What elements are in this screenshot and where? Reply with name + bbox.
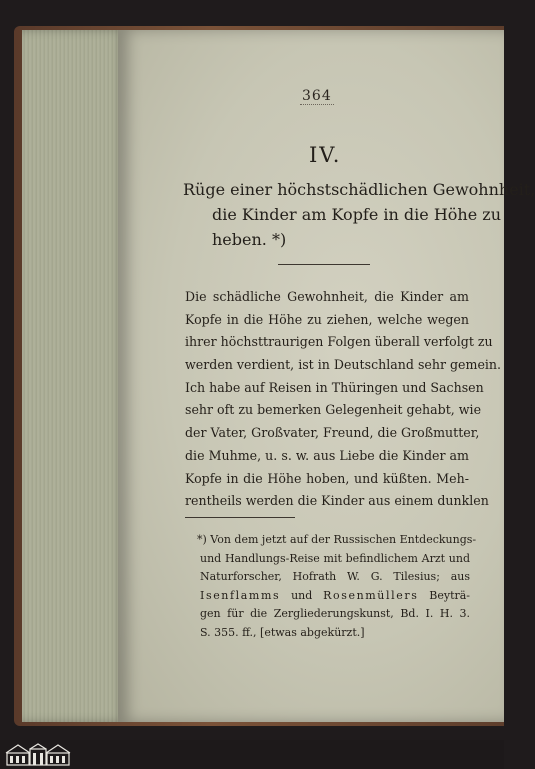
footnote-divider [185, 517, 295, 518]
body-line: ihrer höchsttraurigen Folgen überall verfolgt zu [185, 334, 493, 350]
footnote-word: Beyträ- [429, 588, 471, 602]
author-name-rosenmueller: Rosenmüllers [323, 588, 419, 602]
chapter-number: IV. [309, 143, 342, 167]
body-line: Ich habe auf Reisen in Thüringen und Sachsen [185, 379, 484, 395]
body-line: rentheils werden die Kinder aus einem dunklen [185, 493, 489, 509]
page-edges [22, 30, 126, 722]
footnote-line: S. 355. ff., [etwas abgekürzt.] [200, 625, 365, 639]
footnote-conjunction: und [291, 588, 313, 602]
body-line: Kopfe in die Höhe hoben, und küßten. Meh- [185, 470, 469, 486]
chapter-title-line: die Kinder am Kopfe in die Höhe zu [212, 205, 502, 224]
chapter-title-line: Rüge einer höchstschädlichen Gewohnheit, [183, 180, 535, 199]
library-building-logo-icon [4, 741, 72, 767]
body-text [185, 286, 502, 513]
body-line: sehr oft zu bemerken Gelegenheit gehabt, wie [185, 402, 482, 418]
footnote [197, 531, 477, 643]
footnote-line: und Handlungs-Reise mit befindlichem Arzt und [200, 551, 470, 565]
title-divider [278, 264, 370, 265]
footnote-line [200, 587, 470, 606]
footnote-line: gen für die Zergliederungskunst, Bd. I. H. 3. [200, 607, 470, 621]
body-line: der Vater, Großvater, Freund, die Großmutter, [185, 425, 480, 441]
footnote-line: *) Von dem jetzt auf der Russischen Entdeckungs- [197, 533, 477, 546]
body-line: Die schädliche Gewohnheit, die Kinder am [185, 289, 469, 304]
body-line: werden verdient, ist in Deutschland sehr gemein. [185, 357, 502, 373]
footnote-line: Naturforscher, Hofrath W. G. Tilesius; aus [200, 570, 470, 584]
chapter-title-line: heben. *) [212, 230, 287, 249]
page-number: 364 [302, 88, 332, 104]
author-name-isenflamm: Isenflamms [200, 588, 281, 602]
viewer-footer [0, 740, 504, 769]
body-line: Kopfe in die Höhe zu ziehen, welche wegen [185, 311, 469, 327]
body-line: die Muhme, u. s. w. aus Liebe die Kinder am [185, 447, 469, 463]
